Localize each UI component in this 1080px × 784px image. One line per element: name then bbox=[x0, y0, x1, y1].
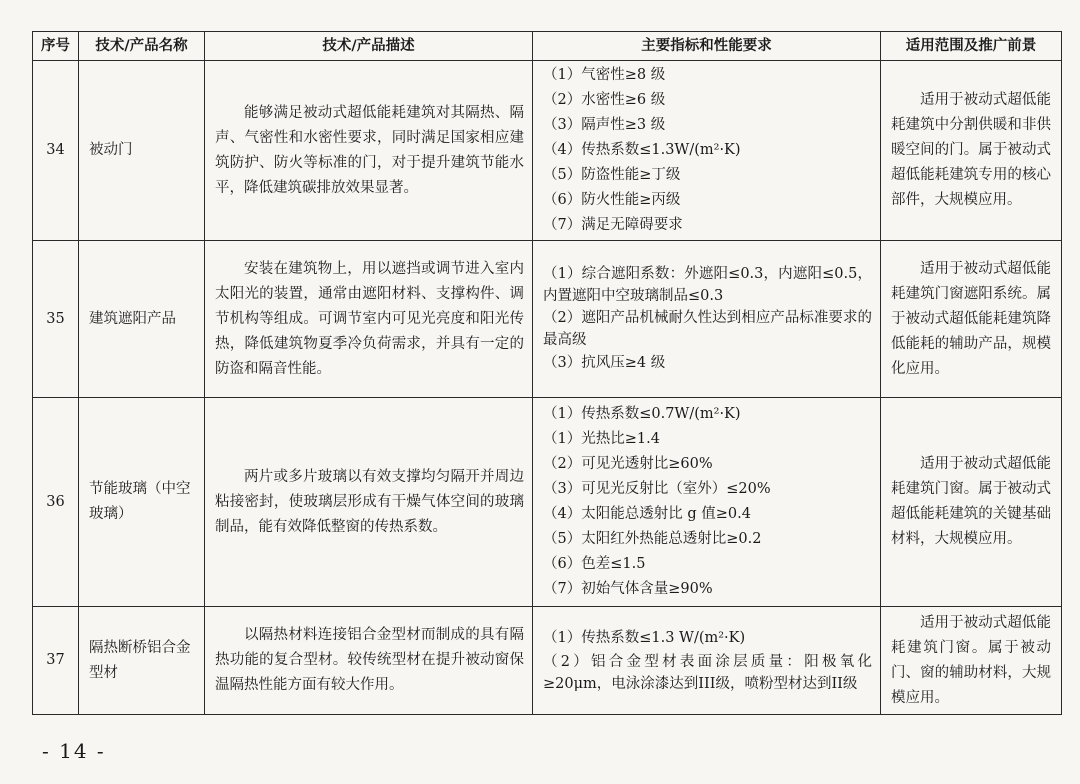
table-row bbox=[33, 398, 1062, 607]
spec-item: （6）防火性能≥丙级 bbox=[543, 192, 681, 208]
row-specs bbox=[533, 398, 881, 607]
row-description-text: 安装在建筑物上，用以遮挡或调节进入室内太阳光的装置，通常由遮阳材料、支撑构件、调节机构等组成。可调节室内可见光亮度和阳光传热，降低建筑物夏季冷负荷需求，并具有一定的防盗和隔音性能。 bbox=[215, 260, 524, 377]
table-row bbox=[33, 61, 1062, 241]
row-scope bbox=[881, 607, 1062, 715]
row-index: 36 bbox=[33, 398, 79, 607]
spec-item: （3）可见光反射比（室外）≤20% bbox=[543, 481, 771, 497]
header-specs: 主要指标和性能要求 bbox=[533, 32, 881, 61]
row-name: 隔热断桥铝合金型材 bbox=[79, 607, 205, 715]
table-row bbox=[33, 607, 1062, 715]
row-index: 35 bbox=[33, 241, 79, 398]
spec-item: （7）初始气体含量≥90% bbox=[543, 581, 713, 597]
spec-item: （2）遮阳产品机械耐久性达到相应产品标准要求的最高级 bbox=[543, 309, 872, 348]
header-index: 序号 bbox=[33, 32, 79, 61]
row-description bbox=[205, 398, 533, 607]
row-index: 34 bbox=[33, 61, 79, 241]
spec-item: （1）综合遮阳系数：外遮阳≤0.3，内遮阳≤0.5，内置遮阳中空玻璃制品≤0.3 bbox=[543, 265, 872, 304]
row-specs bbox=[533, 241, 881, 398]
row-scope-text: 适用于被动式超低能耗建筑中分割供暖和非供暖空间的门。属于被动式超低能耗建筑专用的核心部件，大规模应用。 bbox=[891, 92, 1051, 208]
row-scope-text: 适用于被动式超低能耗建筑门窗遮阳系统。属于被动式超低能耗建筑降低能耗的辅助产品，规模化应用。 bbox=[891, 260, 1051, 377]
spec-item: （3）抗风压≥4 级 bbox=[543, 354, 666, 371]
row-scope bbox=[881, 398, 1062, 607]
spec-item: （2）铝合金型材表面涂层质量：阳极氧化≥20μm，电泳涂漆达到III级，喷粉型材达到II级 bbox=[543, 654, 872, 692]
tech-product-table bbox=[32, 31, 1062, 715]
row-description bbox=[205, 241, 533, 398]
row-index: 37 bbox=[33, 607, 79, 715]
row-scope-text: 适用于被动式超低能耗建筑门窗。属于被动式超低能耗建筑的关键基础材料，大规模应用。 bbox=[891, 456, 1051, 547]
spec-item: （2）可见光透射比≥60% bbox=[543, 456, 713, 472]
spec-item: （5）防盗性能≥丁级 bbox=[543, 167, 681, 183]
header-scope: 适用范围及推广前景 bbox=[881, 32, 1062, 61]
spec-item: （7）满足无障碍要求 bbox=[543, 217, 683, 233]
table-header-row bbox=[33, 32, 1062, 61]
row-description-text: 两片或多片玻璃以有效支撑均匀隔开并周边粘接密封，使玻璃层形成有干燥气体空间的玻璃制品，能有效降低整窗的传热系数。 bbox=[215, 468, 524, 535]
page-number: - 14 - bbox=[42, 739, 106, 763]
spec-item: （1）光热比≥1.4 bbox=[543, 431, 660, 447]
spec-item: （1）传热系数≤1.3 W/(m²·K) bbox=[543, 630, 746, 646]
row-specs bbox=[533, 61, 881, 241]
spec-item: （1）传热系数≤0.7W/(m²·K) bbox=[543, 406, 741, 422]
spec-item: （1）气密性≥8 级 bbox=[543, 67, 666, 83]
row-description bbox=[205, 607, 533, 715]
spec-item: （4）传热系数≤1.3W/(m²·K) bbox=[543, 142, 741, 158]
row-scope-text: 适用于被动式超低能耗建筑门窗。属于被动门、窗的辅助材料，大规模应用。 bbox=[891, 614, 1051, 706]
row-name: 建筑遮阳产品 bbox=[79, 241, 205, 398]
spec-item: （4）太阳能总透射比 g 值≥0.4 bbox=[543, 506, 751, 522]
spec-item: （6）色差≤1.5 bbox=[543, 556, 646, 572]
spec-item: （5）太阳红外热能总透射比≥0.2 bbox=[543, 531, 762, 547]
table-row bbox=[33, 241, 1062, 398]
spec-item: （2）水密性≥6 级 bbox=[543, 92, 666, 108]
header-description: 技术/产品描述 bbox=[205, 32, 533, 61]
row-description bbox=[205, 61, 533, 241]
spec-item: （3）隔声性≥3 级 bbox=[543, 117, 666, 133]
header-name: 技术/产品名称 bbox=[79, 32, 205, 61]
row-scope bbox=[881, 61, 1062, 241]
row-specs bbox=[533, 607, 881, 715]
row-name: 被动门 bbox=[79, 61, 205, 241]
row-description-text: 以隔热材料连接铝合金型材而制成的具有隔热功能的复合型材。较传统型材在提升被动窗保温隔热性能方面有较大作用。 bbox=[215, 627, 524, 693]
row-description-text: 能够满足被动式超低能耗建筑对其隔热、隔声、气密性和水密性要求，同时满足国家相应建筑防护、防火等标准的门，对于提升建筑节能水平，降低建筑碳排放效果显著。 bbox=[215, 104, 524, 196]
row-name: 节能玻璃（中空玻璃） bbox=[79, 398, 205, 607]
row-scope bbox=[881, 241, 1062, 398]
